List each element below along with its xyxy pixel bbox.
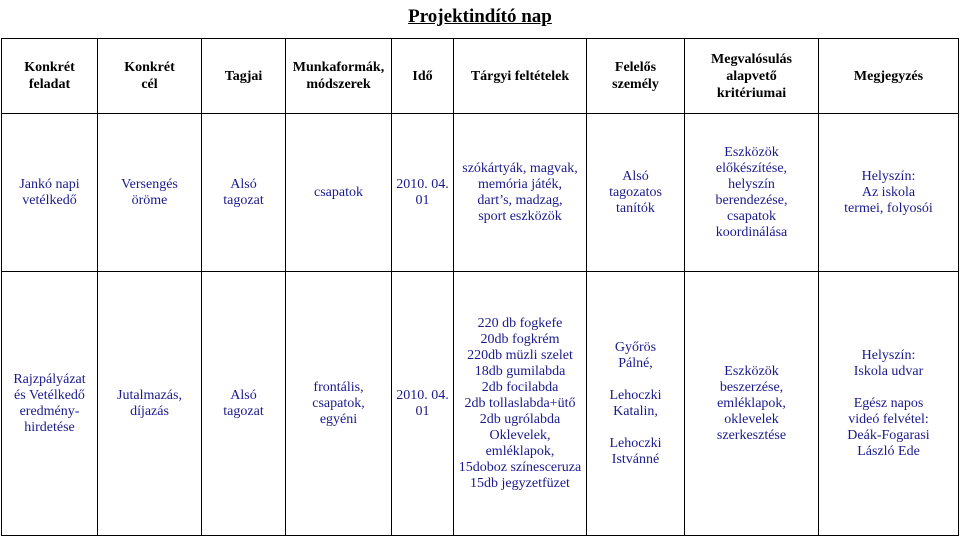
cell-kriteriumok: Eszközök előkészítése, helyszín berendezése, csapatok koordinálása (685, 114, 819, 272)
header-felelos-szemely: Felelős személy (587, 39, 685, 114)
cell-munkaformak: csapatok (286, 114, 392, 272)
header-kriteriumok: Megvalósulás alapvető kritériumai (685, 39, 819, 114)
cell-megjegyzes: Helyszín: Az iskola termei, folyosói (819, 114, 959, 272)
document-title: Projektindító nap (408, 6, 552, 27)
cell-felelos: Alsó tagozatos tanítók (587, 114, 685, 272)
project-plan-table (1, 38, 959, 536)
cell-tagjai: Alsó tagozat (202, 114, 286, 272)
cell-feladat: Jankó napi vetélkedő (2, 114, 98, 272)
cell-tagjai: Alsó tagozat (202, 272, 286, 536)
header-targyi-feltetelek: Tárgyi feltételek (454, 39, 587, 114)
cell-targyi-feltetelek: 220 db fogkefe 20db fogkrém 220db müzli szelet 18db gumilabda 2db focilabda 2db tollaslabda+ütő 2db ugrólabda Oklevelek, emléklapok, 15doboz színesceruza 15db jegyzetfüzet (454, 272, 587, 536)
table-row (2, 114, 959, 272)
cell-munkaformak: frontális, csapatok, egyéni (286, 272, 392, 536)
cell-megjegyzes: Helyszín: Iskola udvar Egész napos videó felvétel: Deák-Fogarasi László Ede (819, 272, 959, 536)
header-konkret-feladat: Konkrét feladat (2, 39, 98, 114)
cell-cel: Jutalmazás, díjazás (98, 272, 202, 536)
cell-targyi-feltetelek: szókártyák, magvak, memória játék, dart’s, madzag, sport eszközök (454, 114, 587, 272)
cell-feladat: Rajzpályázat és Vetélkedő eredmény- hirdetése (2, 272, 98, 536)
header-konkret-cel: Konkrét cél (98, 39, 202, 114)
table-row (2, 272, 959, 536)
header-megjegyzes: Megjegyzés (819, 39, 959, 114)
cell-felelos: Győrös Pálné, Lehoczki Katalin, Lehoczki Istvánné (587, 272, 685, 536)
cell-ido: 2010. 04. 01 (392, 272, 454, 536)
cell-kriteriumok: Eszközök beszerzése, emléklapok, oklevelek szerkesztése (685, 272, 819, 536)
cell-ido: 2010. 04. 01 (392, 114, 454, 272)
header-tagjai: Tagjai (202, 39, 286, 114)
table-header-row (2, 39, 959, 114)
header-ido: Idő (392, 39, 454, 114)
cell-cel: Versengés öröme (98, 114, 202, 272)
header-munkaformak: Munkaformák, módszerek (286, 39, 392, 114)
